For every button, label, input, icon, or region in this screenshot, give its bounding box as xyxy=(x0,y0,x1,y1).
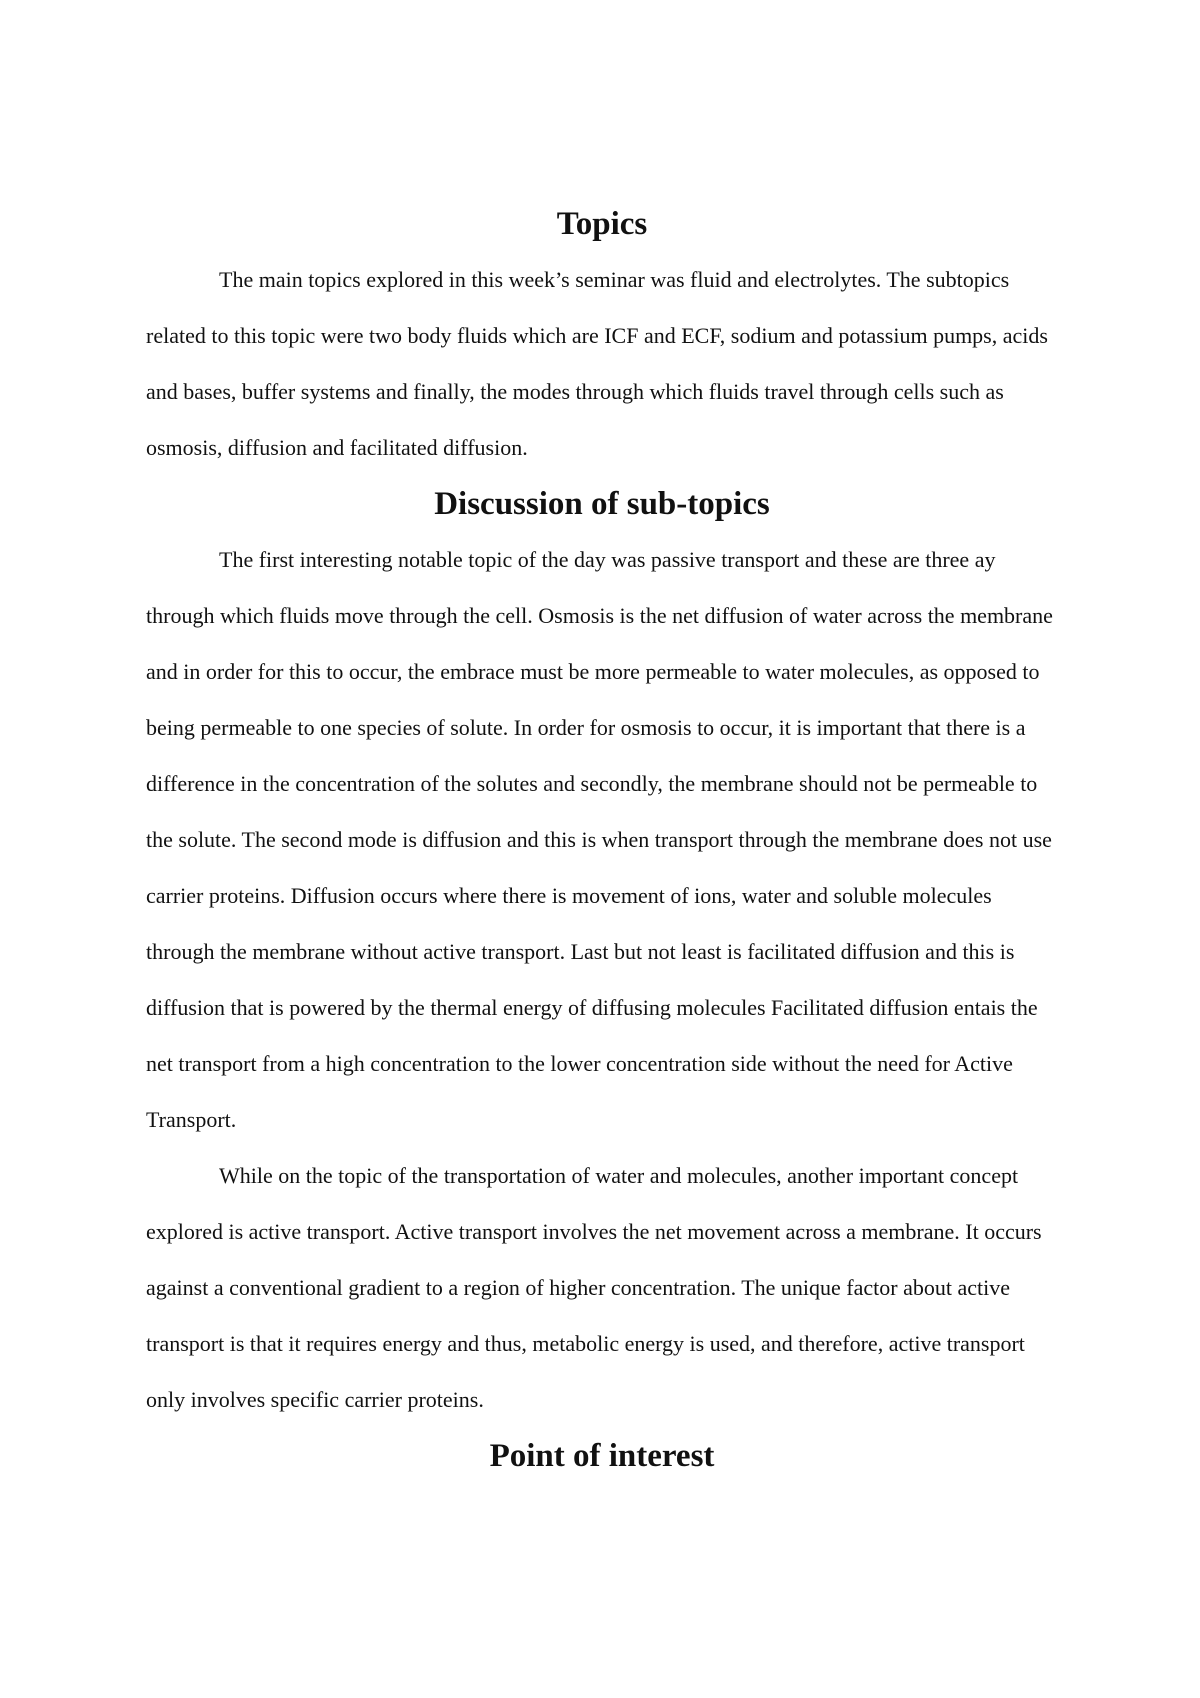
paragraph-active-transport: While on the topic of the transportation of water and molecules, another important concept explored is active transport. Active transport involves the net movement across a membrane. It occurs against a conventional gradient to a region of higher concentration. The unique factor about active transport is that it requires energy and thus, metabolic energy is used, and therefore, active transport only involves specific carrier proteins. xyxy=(146,1163,1042,1412)
document-body xyxy=(146,196,1058,1484)
heading-topics: Topics xyxy=(556,206,648,242)
paragraph-passive-transport: The first interesting notable topic of the day was passive transport and these are three ay through which fluids move through the cell. Osmosis is the net diffusion of water across the membrane and in order for this to occur, the embrace must be more permeable to water molecules, as opposed to being permeable to one species of solute. In order for osmosis to occur, it is important that there is a difference in the concentration of the solutes and secondly, the membrane should not be permeable to the solute. The second mode is diffusion and this is when transport through the membrane does not use carrier proteins. Diffusion occurs where there is movement of ions, water and soluble molecules through the membrane without active transport. Last but not least is facilitated diffusion and this is diffusion that is powered by the thermal energy of diffusing molecules Facilitated diffusion entais the net transport from a high concentration to the lower concentration side without the need for Active Transport. xyxy=(146,547,1053,1132)
heading-discussion-of-sub-topics: Discussion of sub-topics xyxy=(434,486,770,522)
heading-point-of-interest: Point of interest xyxy=(489,1438,715,1474)
paragraph-topics: The main topics explored in this week’s seminar was fluid and electrolytes. The subtopics related to this topic were two body fluids which are ICF and ECF, sodium and potassium pumps, acids and bases, buffer systems and finally, the modes through which fluids travel through cells such as osmosis, diffusion and facilitated diffusion. xyxy=(146,267,1048,460)
